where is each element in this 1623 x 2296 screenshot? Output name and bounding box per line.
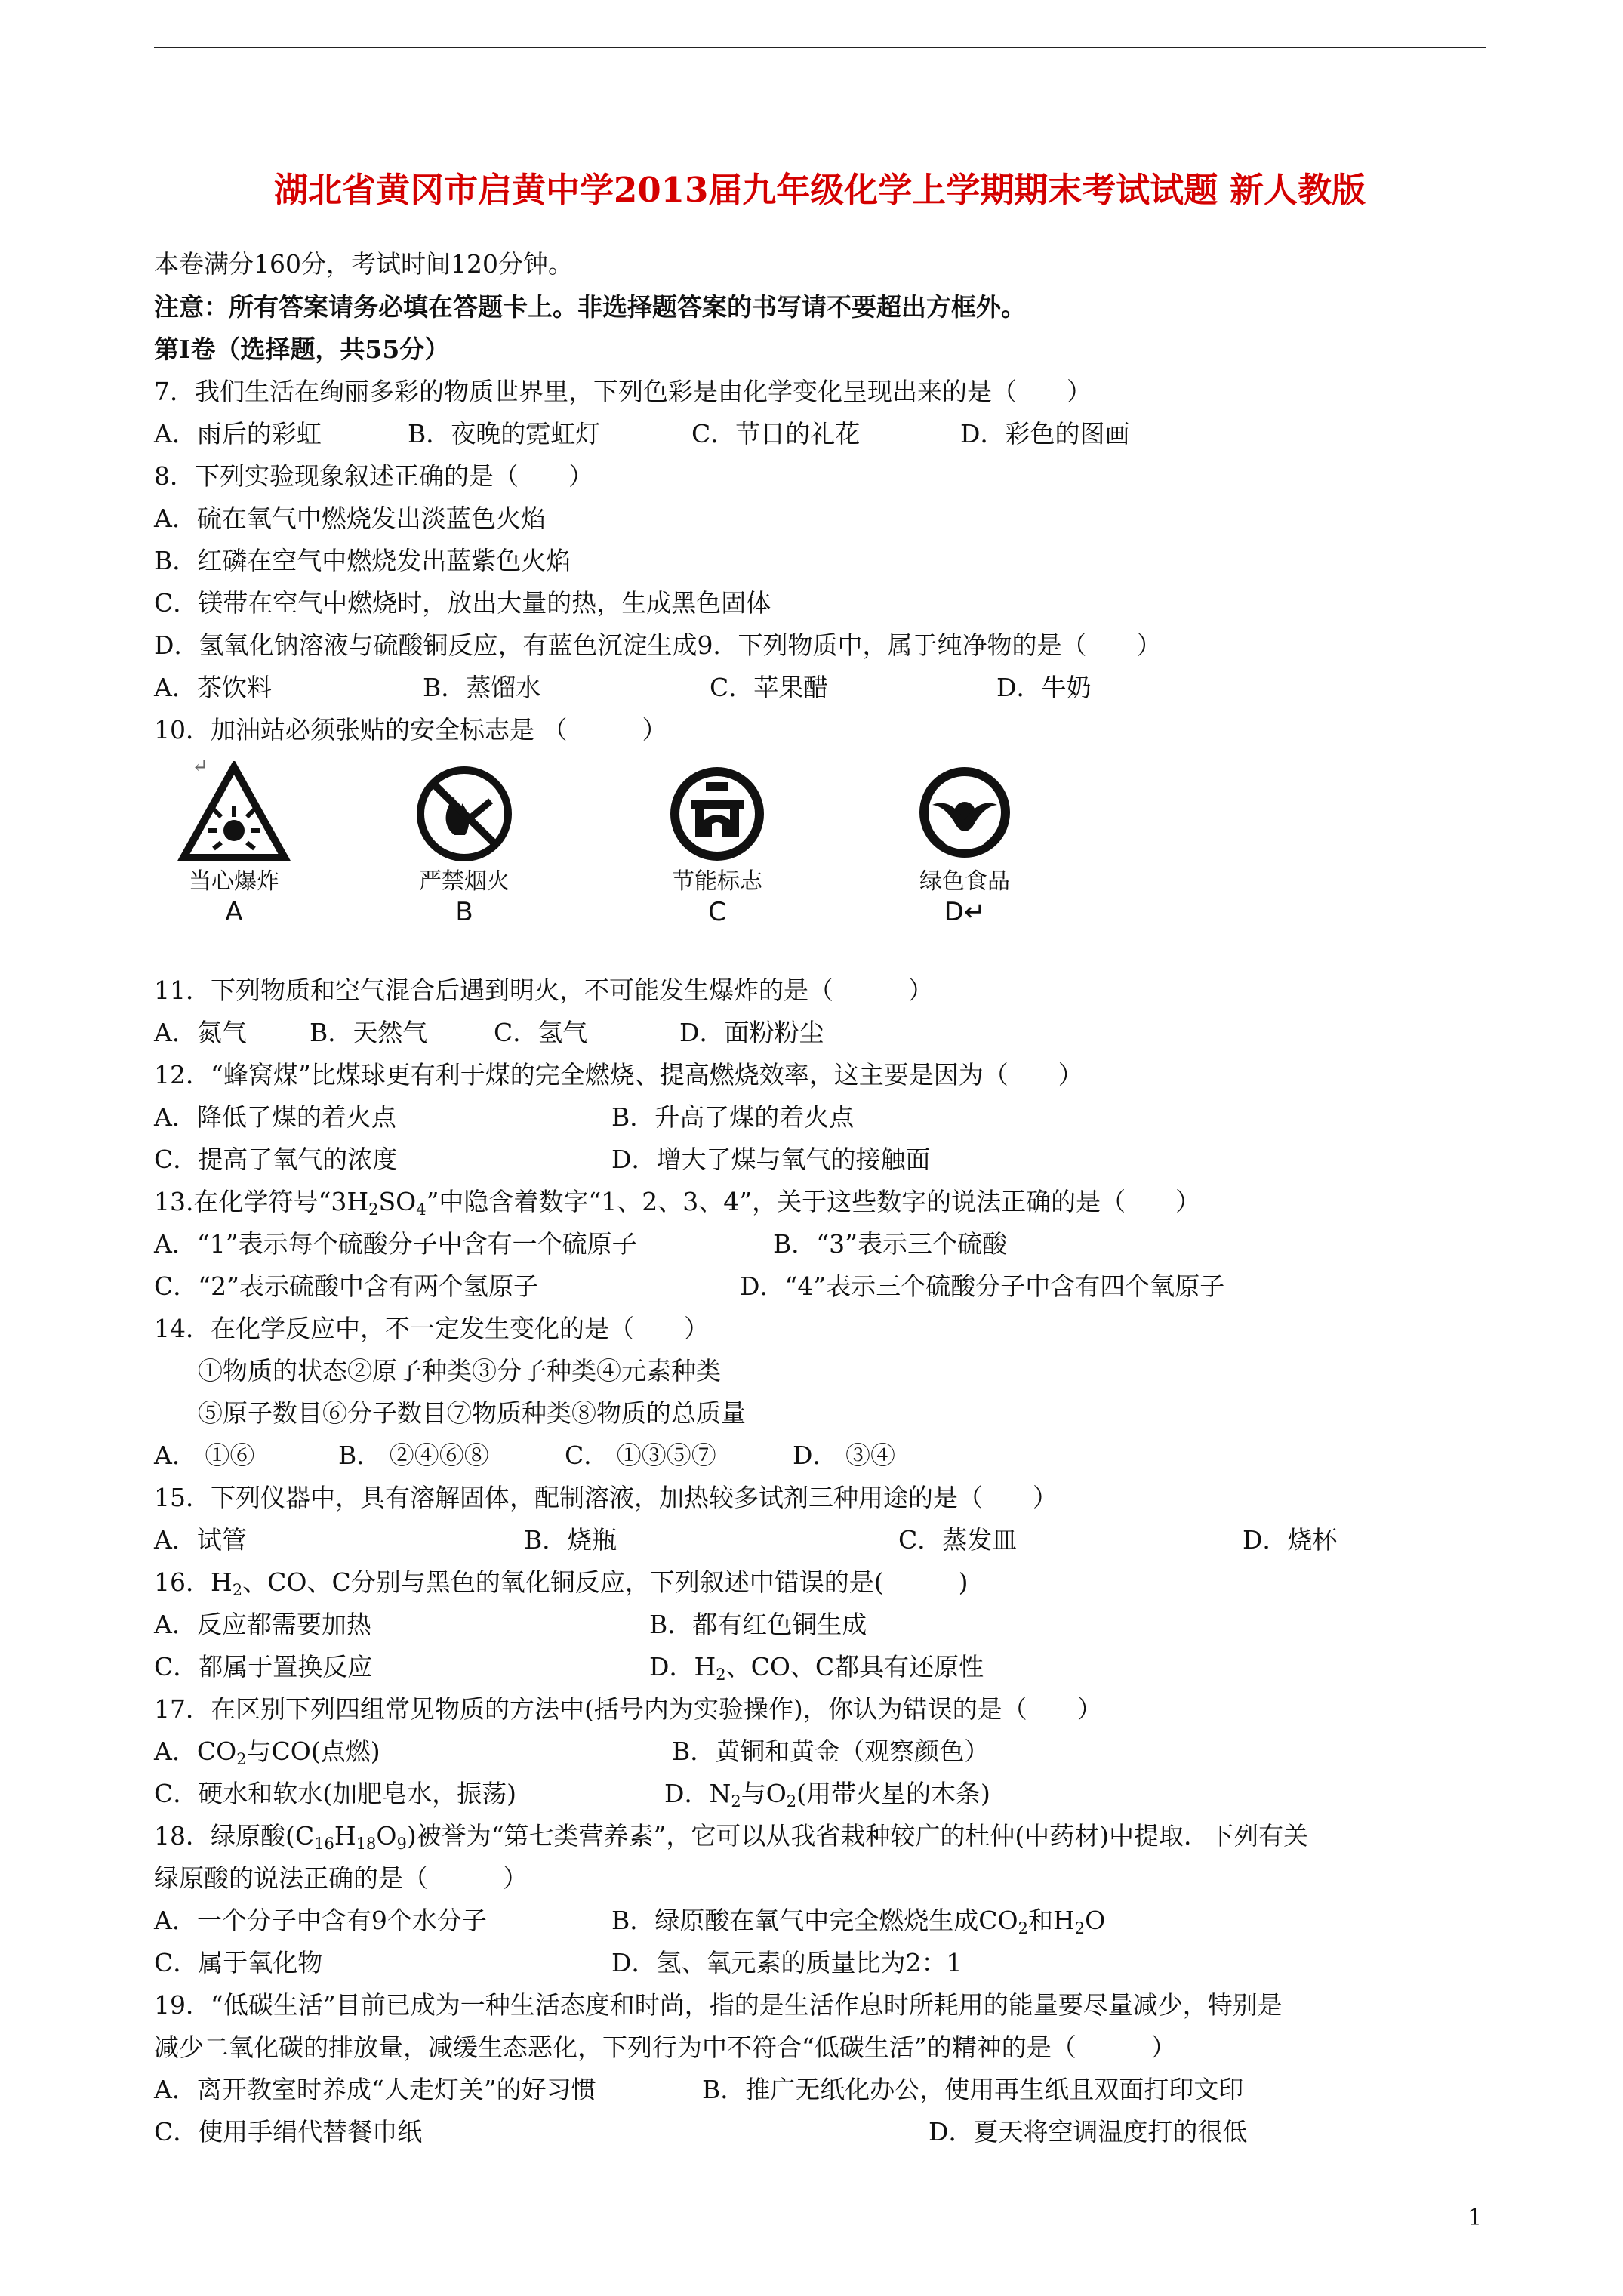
- option-a: A．试管: [154, 1525, 247, 1555]
- question-13-stem: 13.在化学符号“$3H_2SO_4$”中隐含着数字“1、2、3、4”，关于这些数字的说法正确的是（ ）: [154, 1187, 1201, 1219]
- option-a: A．茶饮料: [154, 673, 272, 702]
- sign-no-fire: [374, 761, 555, 942]
- question-8-stem: 8．下列实验现象叙述正确的是（ ）: [154, 461, 593, 491]
- sign-letter: A: [225, 897, 243, 927]
- question-15-stem: 15．下列仪器中，具有溶解固体，配制溶液，加热较多试剂三种用途的是（ ）: [154, 1483, 1058, 1512]
- question-18-stem-line1: 18．绿原酸$(C_{16}H_{18}O_9)$被誉为“第七类营养素”，它可以从我省栽种较广的杜仲(中药材)中提取．下列有关: [154, 1821, 1309, 1853]
- option-a: A．“1”表示每个硫酸分子中含有一个硫原子: [154, 1229, 637, 1259]
- option-b: B．烧瓶: [524, 1525, 617, 1555]
- option-a: A．反应都需要加热: [154, 1610, 371, 1639]
- option-b: B．升高了煤的着火点: [611, 1102, 855, 1132]
- option-c: C．节日的礼花: [691, 419, 861, 448]
- option-a: A．一个分子中含有9个水分子: [154, 1906, 487, 1935]
- option-b: B．夜晚的霓虹灯: [408, 419, 601, 448]
- sign-caption: 当心爆炸: [189, 868, 279, 895]
- question-8-option-b: B．红磷在空气中燃烧发出蓝紫色火焰: [154, 546, 571, 575]
- option-d: D．$N_2$与$O_2$(用带火星的木条): [664, 1779, 990, 1811]
- sign-caption: 节能标志: [672, 868, 762, 895]
- option-d: D．夏天将空调温度打的很低: [929, 2117, 1248, 2147]
- option-c: C．氢气: [494, 1018, 588, 1047]
- option-c: C．使用手绢代替餐巾纸: [154, 2117, 423, 2147]
- option-c: C．提高了氧气的浓度: [154, 1145, 398, 1174]
- option-a: A．氮气: [154, 1018, 247, 1047]
- option-a: A．雨后的彩虹: [154, 419, 322, 448]
- question-8-option-a: A．硫在氧气中燃烧发出淡蓝色火焰: [154, 504, 546, 533]
- option-d: D．牛奶: [996, 673, 1092, 702]
- question-10-stem: 10．加油站必须张贴的安全标志是 （ ）: [154, 715, 667, 744]
- option-a: A．离开教室时养成“人走灯关”的好习惯: [154, 2075, 596, 2104]
- sign-caption: 严禁烟火: [419, 868, 510, 895]
- page-number: 1: [1467, 2205, 1483, 2231]
- option-b: B．绿原酸在氧气中完全燃烧生成$CO_2$和$H_2O$: [611, 1906, 1106, 1937]
- option-c: C．硬水和软水(加肥皂水，振荡): [154, 1779, 516, 1808]
- question-19-stem-line2: 减少二氧化碳的排放量，减缓生态恶化，下列行为中不符合“低碳生活”的精神的是（ ）: [154, 2032, 1176, 2062]
- option-a: A．$CO_2$与CO(点燃): [154, 1737, 380, 1768]
- question-14-items-line1: ①物质的状态②原子种类③分子种类④元素种类: [198, 1356, 721, 1385]
- sign-letter: C: [708, 897, 726, 927]
- option-c: C．“2”表示硫酸中含有两个氢原子: [154, 1271, 538, 1301]
- sign-energy-saving: [627, 761, 808, 942]
- option-c: C．苹果醋: [710, 673, 829, 702]
- green-food-icon: [908, 761, 1021, 867]
- document-title: 湖北省黄冈市启黄中学2013届九年级化学上学期期末考试试题 新人教版: [274, 170, 1366, 210]
- option-b: B．推广无纸化办公，使用再生纸且双面打印文印: [702, 2075, 1244, 2104]
- header-rule: [154, 47, 1486, 48]
- sign-caption: 绿色食品: [919, 868, 1010, 895]
- sign-explosion: [143, 761, 325, 942]
- question-12-stem: 12．“蜂窝煤”比煤球更有利于煤的完全燃烧、提高燃烧效率，这主要是因为（ ）: [154, 1060, 1083, 1089]
- no-fire-icon: [408, 761, 521, 867]
- option-d: D．“4”表示三个硫酸分子中含有四个氧原子: [740, 1271, 1225, 1301]
- option-a: A． ①⑥: [154, 1441, 255, 1470]
- option-d: D．彩色的图画: [960, 419, 1130, 448]
- question-7-stem: 7．我们生活在绚丽多彩的物质世界里，下列色彩是由化学变化呈现出来的是（ ）: [154, 377, 1092, 406]
- intro-line: 本卷满分160分，考试时间120分钟。: [154, 249, 573, 279]
- option-d: D．$H_2$、CO、C都具有还原性: [649, 1652, 984, 1684]
- question-14-items-line2: ⑤原子数目⑥分子数目⑦物质种类⑧物质的总质量: [198, 1398, 746, 1428]
- question-16-stem: 16．$H_2$、CO、C分别与黑色的氧化铜反应，下列叙述中错误的是( ): [154, 1567, 969, 1599]
- option-d: D．烧杯: [1243, 1525, 1338, 1555]
- question-17-stem: 17．在区别下列四组常见物质的方法中(括号内为实验操作)，你认为错误的是（ ）: [154, 1694, 1102, 1724]
- option-d: D．面粉粉尘: [679, 1018, 824, 1047]
- option-b: B．蒸馏水: [423, 673, 541, 702]
- option-b: B．“3”表示三个硫酸: [773, 1229, 1007, 1259]
- energy-saving-icon: [661, 761, 774, 867]
- sign-green-food: [874, 761, 1055, 942]
- sign-letter: B: [455, 897, 473, 927]
- option-d: D．增大了煤与氧气的接触面: [611, 1145, 931, 1174]
- option-c: C．都属于置换反应: [154, 1652, 373, 1681]
- option-c: C．蒸发皿: [898, 1525, 1018, 1555]
- option-c: C．属于氧化物: [154, 1948, 323, 1977]
- option-b: B．都有红色铜生成: [649, 1610, 867, 1639]
- question-18-stem-line2: 绿原酸的说法正确的是（ ）: [154, 1863, 528, 1893]
- sign-letter: D↵: [944, 897, 986, 927]
- option-d: D．氢、氧元素的质量比为2：1: [611, 1948, 962, 1977]
- explosion-warning-icon: [177, 761, 291, 867]
- question-8-option-d-and-question-9: D．氢氧化钠溶液与硫酸铜反应，有蓝色沉淀生成9．下列物质中，属于纯净物的是（ ）: [154, 630, 1162, 660]
- return-mark: ↵: [192, 755, 208, 778]
- option-a: A．降低了煤的着火点: [154, 1102, 396, 1132]
- option-b: B． ②④⑥⑧: [338, 1441, 489, 1470]
- question-14-stem: 14．在化学反应中，不一定发生变化的是（ ）: [154, 1314, 709, 1343]
- option-c: C． ①③⑤⑦: [565, 1441, 716, 1470]
- option-b: B．黄铜和黄金（观察颜色）: [672, 1737, 990, 1766]
- question-19-stem-line1: 19．“低碳生活”目前已成为一种生活态度和时尚，指的是生活作息时所耗用的能量要尽量减少，特别是: [154, 1990, 1283, 2020]
- question-8-option-c: C．镁带在空气中燃烧时，放出大量的热，生成黑色固体: [154, 588, 771, 618]
- section-heading: 第Ⅰ卷（选择题，共55分）: [154, 334, 450, 364]
- notice-line: 注意：所有答案请务必填在答题卡上。非选择题答案的书写请不要超出方框外。: [154, 292, 1026, 322]
- question-11-stem: 11．下列物质和空气混合后遇到明火，不可能发生爆炸的是（ ）: [154, 975, 933, 1005]
- option-b: B．天然气: [310, 1018, 428, 1047]
- option-d: D． ③④: [793, 1441, 895, 1470]
